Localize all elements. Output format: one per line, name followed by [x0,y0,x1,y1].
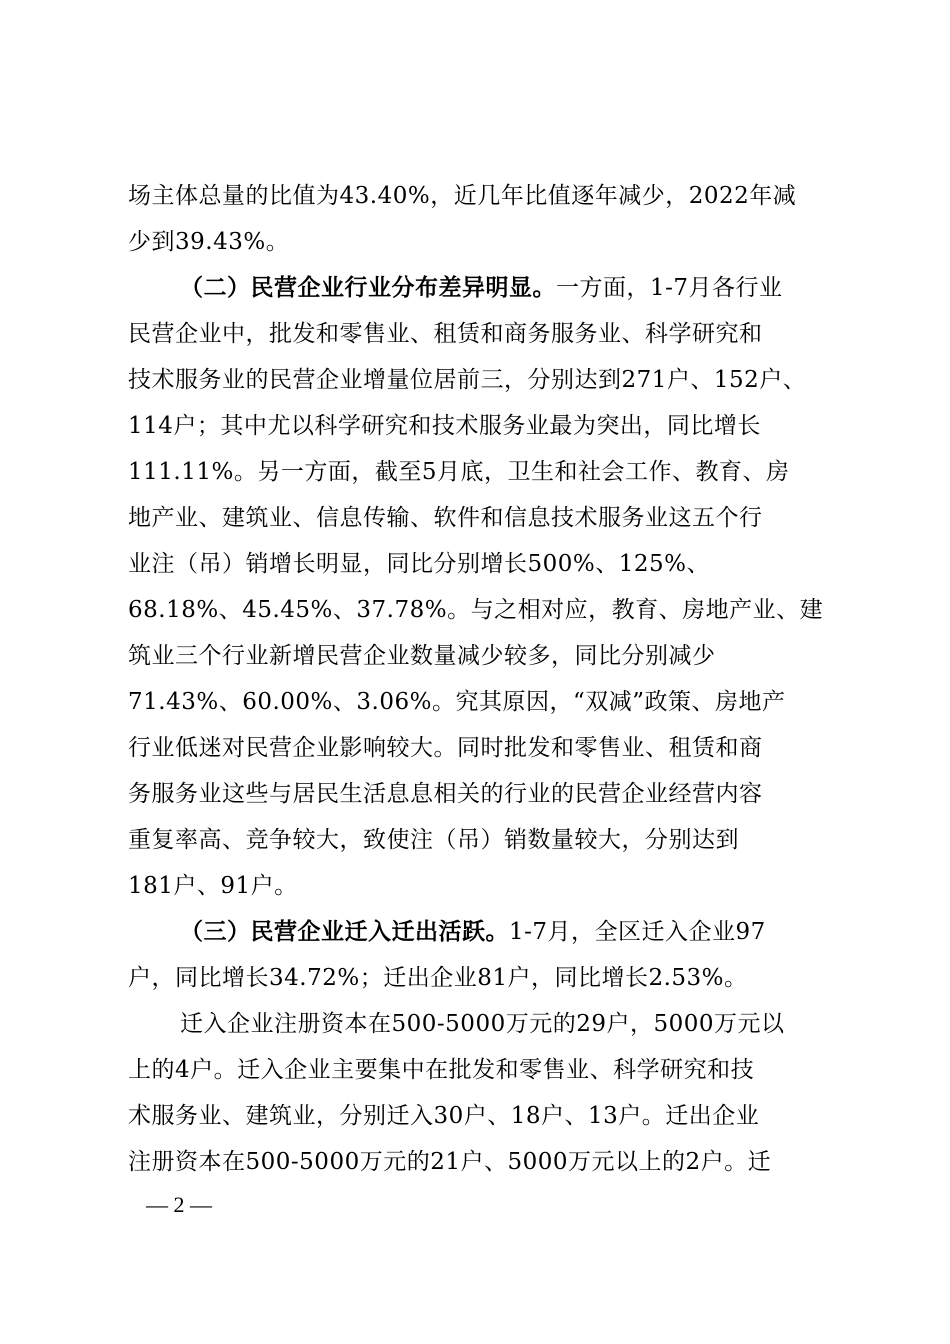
section-heading: （三）民营企业迁入迁出活跃。 [180,918,509,945]
body-line: 上的4户。迁入企业主要集中在批发和零售业、科学研究和技 [128,1057,755,1083]
body-line: 民营企业中，批发和零售业、租赁和商务服务业、科学研究和 [128,321,763,347]
body-line: 户，同比增长34.72%；迁出企业81户，同比增长2.53%。 [128,965,748,991]
section-heading-line [180,917,900,947]
body-line: 181户、91户。 [128,873,298,899]
body-line: 术服务业、建筑业，分别迁入30户、18户、13户。迁出企业 [128,1103,760,1129]
body-line: 111.11%。另一方面，截至5月底，卫生和社会工作、教育、房 [128,459,790,485]
body-text: 1-7月，全区迁入企业97 [509,919,766,945]
body-line: 筑业三个行业新增民营企业数量减少较多，同比分别减少 [128,643,716,669]
body-line: 71.43%、60.00%、3.06%。究其原因，“双减”政策、房地产 [128,689,786,715]
body-line: 地产业、建筑业、信息传输、软件和信息技术服务业这五个行 [128,505,763,531]
body-line: 行业低迷对民营企业影响较大。同时批发和零售业、租赁和商 [128,735,763,761]
page-number: — 2 — [146,1192,212,1217]
body-line: 注册资本在500-5000万元的21户、5000万元以上的2户。迁 [128,1149,772,1175]
body-line: 68.18%、45.45%、37.78%。与之相对应，教育、房地产业、建 [128,597,824,623]
section-heading: （二）民营企业行业分布差异明显。 [180,274,556,301]
body-line: 场主体总量的比值为43.40%，近几年比值逐年减少，2022年减 [128,183,797,209]
body-line: 迁入企业注册资本在500-5000万元的29户，5000万元以 [180,1011,785,1037]
body-line: 少到39.43%。 [128,229,290,255]
body-line: 业注（吊）销增长明显，同比分别增长500%、125%、 [128,551,711,577]
section-heading-line [180,273,900,303]
body-line: 114户；其中尤以科学研究和技术服务业最为突出，同比增长 [128,413,761,439]
body-line: 技术服务业的民营企业增量位居前三，分别达到271户、152户、 [128,367,807,393]
body-text: 一方面，1-7月各行业 [556,275,783,301]
body-line: 重复率高、竞争较大，致使注（吊）销数量较大，分别达到 [128,827,739,853]
body-line: 务服务业这些与居民生活息息相关的行业的民营企业经营内容 [128,781,763,807]
